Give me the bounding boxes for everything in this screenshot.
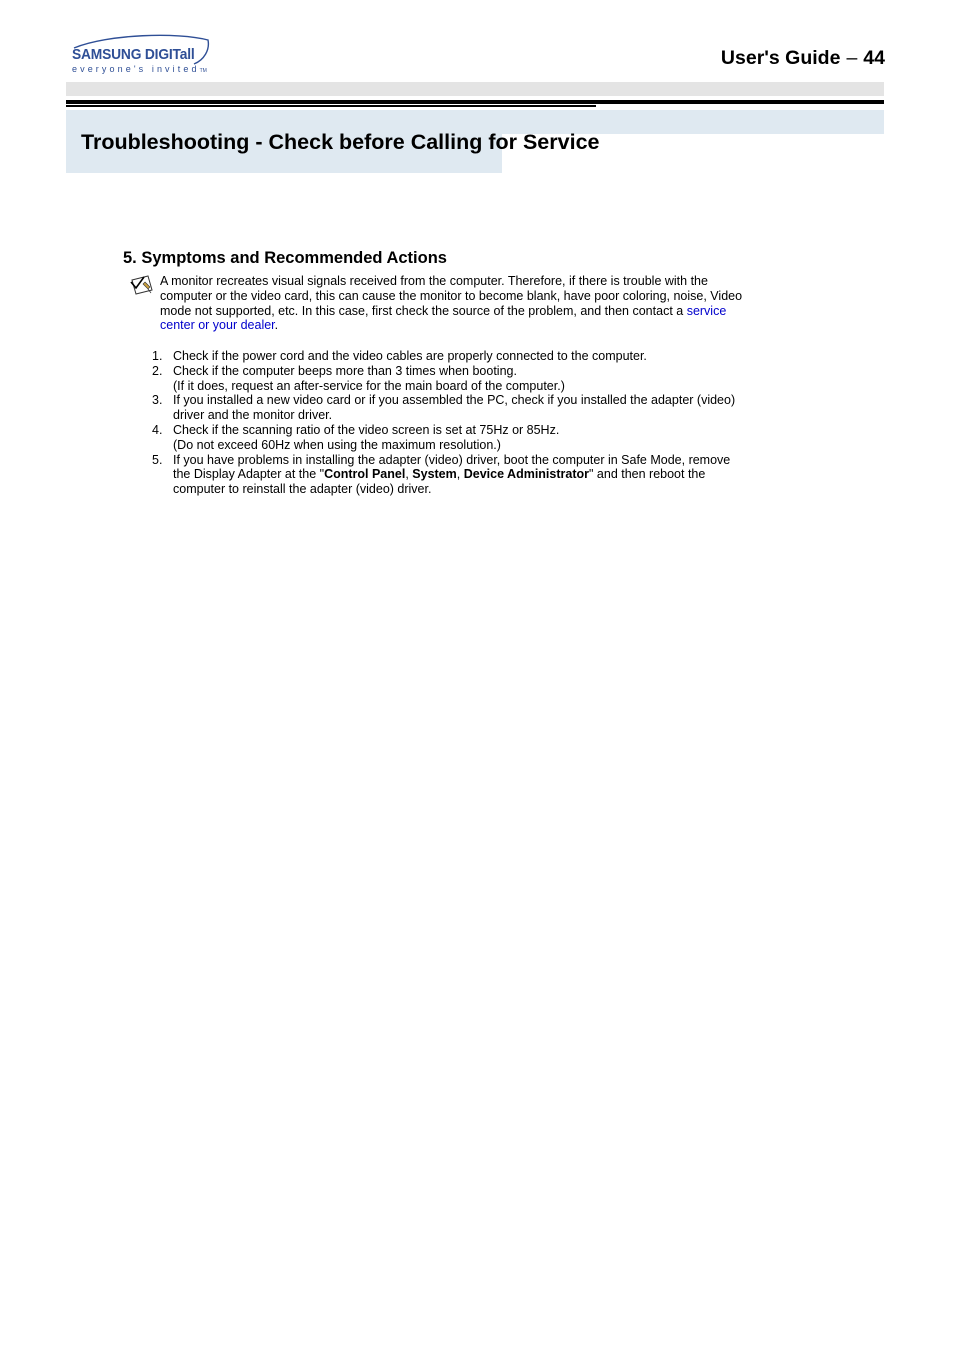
note-checkmark-icon (129, 274, 155, 296)
header-separator: – (846, 47, 858, 69)
list-item: 1. Check if the power cord and the video cables are properly connected to the computer. (152, 349, 647, 363)
logo-wordmark: SAMSUNG DIGITall (72, 46, 195, 63)
header-gray-bar (66, 82, 884, 96)
list-item: 2. Check if the computer beeps more than 3 times when booting. (If it does, request an after-service for the main board of the computer.) (152, 363, 565, 393)
list-item: 5. If you have problems in installing the adapter (video) driver, boot the computer in Safe Mode, remove the Display Adapter at the "Control Panel, System, Device Administrator" and then reboot the computer to reinstall the adapter (video) driver. (152, 452, 731, 497)
section-title: 5. Symptoms and Recommended Actions (123, 249, 447, 267)
page-title: Troubleshooting - Check before Calling for Service (81, 130, 600, 154)
guide-label: User's Guide (720, 47, 841, 69)
intro-paragraph: A monitor recreates visual signals received from the computer. Therefore, if there is trouble with the computer or the video card, this can cause the monitor to become blank, have poor coloring, noise, Video mode not supported, etc. In this case, first check the source of the problem, and then contact a service center or your dealer. (160, 274, 743, 333)
header-rule (66, 100, 884, 104)
service-center-link[interactable]: service center or your dealer (160, 303, 727, 333)
logo-tagline: everyone's invitedTM (72, 64, 207, 74)
guide-page-header (721, 47, 885, 70)
header-rule-secondary (66, 105, 596, 107)
steps-list (150, 349, 750, 497)
page-number: 44 (863, 47, 885, 69)
list-item: 4. Check if the scanning ratio of the video screen is set at 75Hz or 85Hz. (Do not exceed 60Hz when using the maximum resolution.) (152, 422, 560, 452)
list-item: 3. If you installed a new video card or if you assembled the PC, check if you installed the adapter (video) driver and the monitor driver. (152, 393, 736, 423)
samsung-logo (68, 32, 212, 78)
